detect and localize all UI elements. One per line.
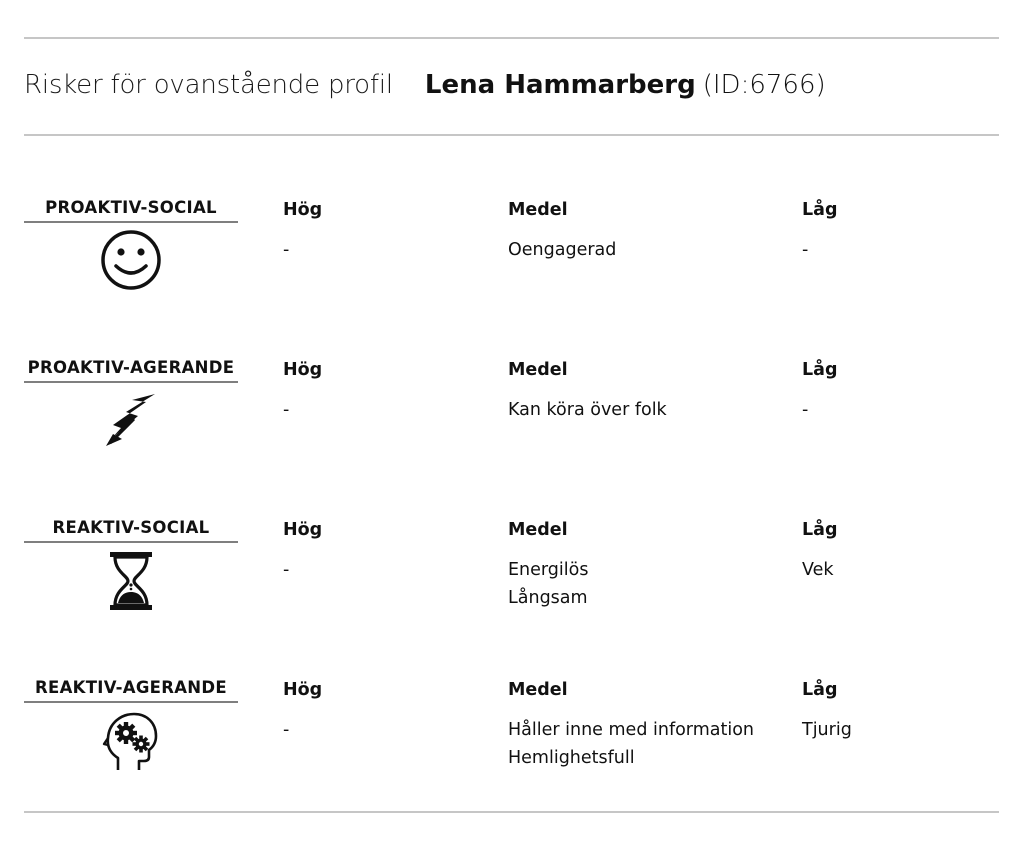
category-underline [24,221,238,223]
top-divider [24,37,999,39]
column-header-hog: Hög [283,360,323,380]
column-lag [802,678,852,744]
column-medel [508,678,754,772]
profile-id: (ID:6766) [702,70,826,100]
column-lag [802,198,838,264]
page-title [24,70,826,110]
column-lag [802,358,838,424]
column-hog [283,358,322,424]
risk-value: Kan köra över folk [508,400,667,420]
title-prefix: Risker för ovanstående profil [24,70,393,100]
category-underline [24,701,238,703]
bottom-divider [24,811,999,813]
column-header-hog: Hög [283,200,323,220]
risk-section-proaktiv-social [24,198,999,328]
hourglass-icon [98,548,164,614]
risk-value: - [283,400,290,420]
column-hog [283,198,322,264]
column-medel [508,358,667,424]
risk-value: - [283,560,290,580]
column-header-lag: Låg [802,520,838,540]
risk-value: - [802,400,809,420]
column-lag [802,518,838,584]
column-header-lag: Låg [802,680,838,700]
column-header-lag: Låg [802,360,838,380]
column-header-lag: Låg [802,200,838,220]
risk-section-reaktiv-agerande [24,678,999,808]
category-label: PROAKTIV-AGERANDE [27,358,235,377]
category-underline [24,381,238,383]
lightning-bolt-icon [98,388,164,454]
column-header-medel: Medel [508,200,568,220]
profile-name: Lena Hammarberg [424,70,696,100]
risk-value: - [283,240,290,260]
category-label: PROAKTIV-SOCIAL [45,198,217,217]
category-label: REAKTIV-SOCIAL [52,518,210,537]
category-underline [24,541,238,543]
column-header-medel: Medel [508,360,568,380]
column-header-hog: Hög [283,680,323,700]
category-label: REAKTIV-AGERANDE [35,678,227,697]
column-medel [508,518,588,612]
risk-value: Håller inne med information [508,720,754,740]
risk-value: Vek [802,560,834,580]
column-header-hog: Hög [283,520,323,540]
column-header-medel: Medel [508,680,568,700]
risk-section-proaktiv-agerande [24,358,999,488]
risk-value: Energilös [508,560,589,580]
smiley-face-icon [98,228,164,294]
header-divider [24,134,999,136]
risk-value: Oengagerad [508,240,617,260]
column-header-medel: Medel [508,520,568,540]
head-with-gears-icon [98,708,164,774]
column-medel [508,198,616,264]
risk-value: Hemlighetsfull [508,748,635,768]
column-hog [283,518,322,584]
risk-section-reaktiv-social [24,518,999,648]
risk-value: Tjurig [802,720,852,740]
risk-value: Långsam [508,588,588,608]
risk-value: - [802,240,809,260]
risk-value: - [283,720,290,740]
column-hog [283,678,322,744]
